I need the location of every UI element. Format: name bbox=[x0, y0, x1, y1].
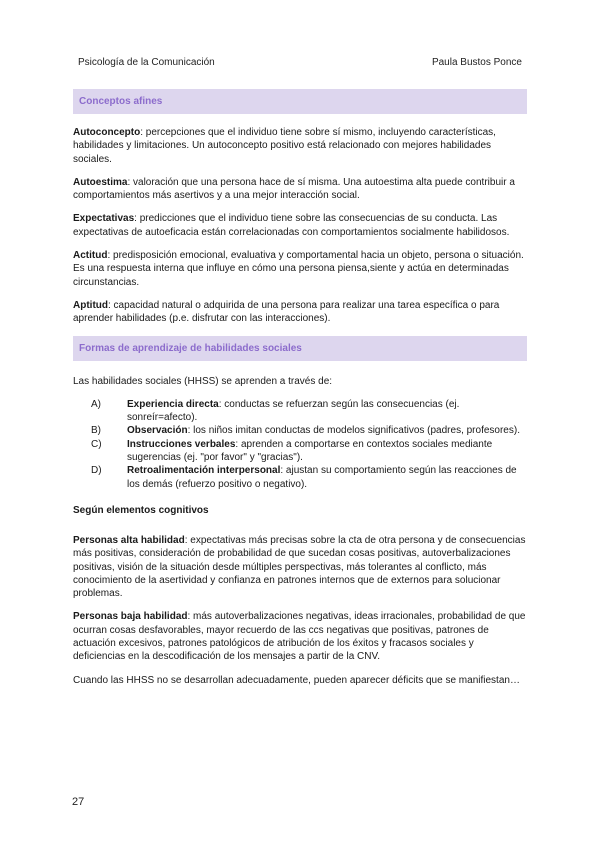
list-item bbox=[91, 438, 521, 465]
term: Observación bbox=[127, 425, 188, 437]
list-marker: C) bbox=[91, 438, 102, 450]
item-text: : conductas se refuerzan según las consecuencias (ej. sonreír=afecto). bbox=[127, 398, 460, 424]
list-item bbox=[91, 464, 521, 491]
page-content bbox=[73, 89, 527, 687]
learning-methods-list bbox=[73, 398, 527, 491]
term: Autoconcepto bbox=[73, 127, 141, 138]
definition-text: : percepciones que el individuo tiene sobre sí mismo, incluyendo características, habilidades y limitaciones. Un autoconcepto positivo está relacionado con mejores habilidades sociales. bbox=[73, 127, 496, 165]
term: Retroalimentación interpersonal bbox=[127, 465, 281, 477]
definition-text: : valoración que una persona hace de sí misma. Una autoestima alta puede contribuir a comportamientos más asertivos y a una mejor interacción social. bbox=[73, 176, 515, 202]
intro-paragraph: Las habilidades sociales (HHSS) se aprenden a través de: bbox=[73, 375, 333, 387]
term: Experiencia directa bbox=[127, 398, 219, 410]
paragraph-text: : más autoverbalizaciones negativas, ideas irracionales, probabilidad de que ocurran cosas desfavorables, mayor recuerdo de las ccs negativas que positivas, patrones de actuación excesivos, patrones patológicos de atribución de los éxitos y fracasos sociales y deficiencias en la descodificación de los mensajes a partir de la CNV. bbox=[73, 611, 526, 663]
page-number: 27 bbox=[72, 796, 85, 808]
list-marker: A) bbox=[91, 398, 101, 410]
list-marker: B) bbox=[91, 425, 101, 437]
definition-expectativas bbox=[73, 212, 527, 239]
header-subject: Psicología de la Comunicación bbox=[78, 57, 215, 68]
section-heading-conceptos: Conceptos afines bbox=[73, 89, 527, 114]
item-text: : aprenden a comportarse en contextos sociales mediante sugerencias (ej. "por favor" y "gracias"). bbox=[127, 438, 493, 464]
header-author: Paula Bustos Ponce bbox=[431, 57, 522, 68]
subheading-cognitivos: Según elementos cognitivos bbox=[73, 504, 209, 516]
term: Actitud bbox=[73, 250, 108, 262]
term: Aptitud bbox=[73, 299, 108, 311]
term: Personas alta habilidad bbox=[73, 534, 185, 546]
list-item bbox=[91, 398, 521, 425]
term: Autoestima bbox=[73, 176, 128, 188]
definition-text: : capacidad natural o adquirida de una persona para realizar una tarea específica o para aprender habilidades (p.e. disfrutar con las interacciones). bbox=[73, 299, 500, 325]
definition-aptitud bbox=[73, 299, 527, 326]
definition-text: : predicciones que el individuo tiene sobre las consecuencias de su conducta. Las expectativas de autoeficacia están correlacionadas con comportamientos socialmente habilidosos. bbox=[73, 213, 510, 238]
item-text: : ajustan su comportamiento según las reacciones de los demás (refuerzo positivo o negativo). bbox=[127, 465, 517, 490]
term: Personas baja habilidad bbox=[73, 611, 188, 623]
definition-autoestima bbox=[73, 176, 527, 203]
section-heading-formas: Formas de aprendizaje de habilidades sociales bbox=[73, 336, 527, 361]
closing-paragraph: Cuando las HHSS no se desarrollan adecuadamente, pueden aparecer déficits que se manifiestan… bbox=[73, 674, 520, 686]
paragraph-alta-habilidad bbox=[73, 534, 527, 600]
list-marker: D) bbox=[91, 465, 102, 477]
definition-autoconcepto bbox=[73, 126, 527, 166]
list-item bbox=[91, 424, 521, 437]
term: Expectativas bbox=[73, 213, 135, 225]
definition-actitud bbox=[73, 249, 527, 289]
term: Instrucciones verbales bbox=[127, 438, 236, 450]
definition-text: : predisposición emocional, evaluativa y comportamental hacia un objeto, persona o situación. Es una respuesta interna que influye en cómo una persona piensa,siente y actúa en determinadas circunstancias. bbox=[73, 250, 524, 288]
item-text: : los niños imitan conductas de modelos significativos (padres, profesores). bbox=[187, 425, 520, 437]
paragraph-text: : expectativas más precisas sobre la cta de otra persona y de consecuencias más positivas, consideración de probabilidad de que sucedan cosas positivas, autoverbalizaciones positivas, visión de la situación desde múltiples perspectivas, más tolerantes al conflicto, más conocimiento de la asertividad y confianza en patrones internos que de externos para solucionar problemas. bbox=[73, 534, 526, 600]
paragraph-baja-habilidad bbox=[73, 610, 527, 663]
